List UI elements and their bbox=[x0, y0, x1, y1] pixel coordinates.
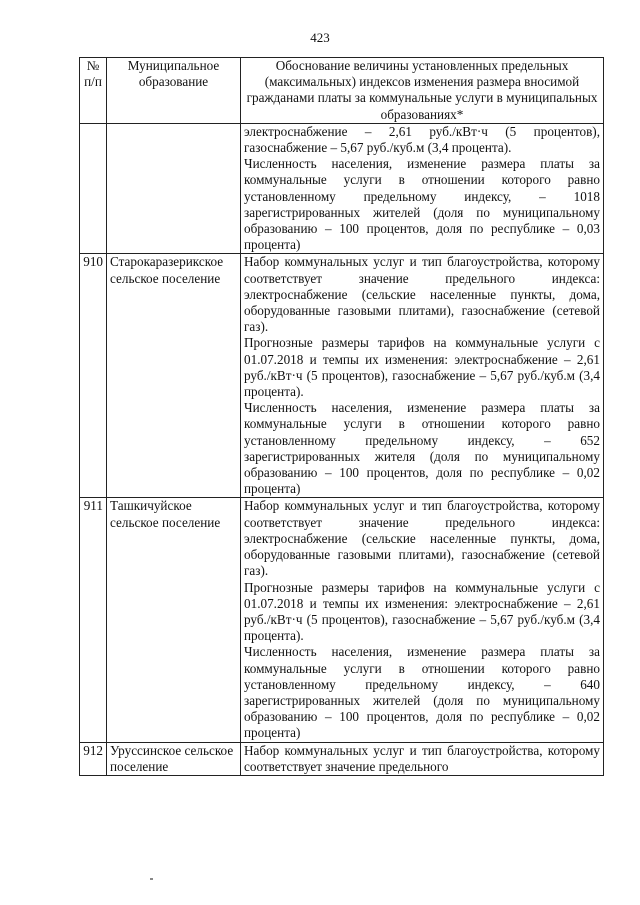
header-basis: Обоснование величины установленных предельных (максимальных) индексов изменения размера вносимой гражданами платы за коммунальные услуги в муниципальных образованиях* bbox=[241, 58, 604, 124]
header-num: № п/п bbox=[80, 58, 107, 124]
scan-mark bbox=[150, 878, 153, 880]
basis-paragraph: Набор коммунальных услуг и тип благоустройства, которому соответствует значение предельного индекса: электроснабжение (сельские населенные пункты, дома, оборудованные газовыми плитами), газоснабжение (сетевой газ). bbox=[244, 254, 600, 335]
municipality-name: Уруссинское сельское поселение bbox=[107, 742, 241, 775]
basis-paragraph: Набор коммунальных услуг и тип благоустройства, которому соответствует значение предельного bbox=[244, 742, 600, 774]
basis-paragraph: Прогнозные размеры тарифов на коммунальные услуги с 01.07.2018 и темпы их изменения: электроснабжение – 2,61 руб./кВт·ч (5 процентов), газоснабжение – 5,67 руб./куб.м (3,4 процента). bbox=[244, 579, 600, 644]
page-number: 423 bbox=[310, 30, 330, 45]
municipality-name: Ташкичуйское сельское поселение bbox=[107, 498, 241, 742]
basis-paragraph: Численность населения, изменение размера платы за коммунальные услуги в отношении которого равно установленному предельному индексу, – 652 зарегистрированных жителя (доля по муниципальному образованию – 100 процентов, доля по республике – 0,02 процента) bbox=[244, 400, 600, 497]
basis-paragraph: Численность населения, изменение размера платы за коммунальные услуги в отношении которого равно установленному предельному индексу, – 640 зарегистрированных жителей (доля по муниципальному образованию – 100 процентов, доля по республике – 0,02 процента) bbox=[244, 644, 600, 741]
municipality-name bbox=[107, 123, 241, 254]
tariff-table bbox=[79, 57, 604, 776]
table-row bbox=[80, 498, 604, 742]
basis-text bbox=[241, 123, 604, 254]
header-municipality: Муниципальное образование bbox=[107, 58, 241, 124]
basis-text bbox=[241, 254, 604, 498]
table-header-row bbox=[80, 58, 604, 124]
basis-paragraph: электроснабжение – 2,61 руб./кВт·ч (5 процентов), газоснабжение – 5,67 руб./куб.м (3,4 процента). bbox=[244, 123, 600, 156]
row-number: 912 bbox=[80, 742, 107, 775]
row-number: 910 bbox=[80, 254, 107, 498]
municipality-name: Старокаразерикское сельское поселение bbox=[107, 254, 241, 498]
basis-paragraph: Прогнозные размеры тарифов на коммунальные услуги с 01.07.2018 и темпы их изменения: электроснабжение – 2,61 руб./кВт·ч (5 процентов), газоснабжение – 5,67 руб./куб.м (3,4 процента). bbox=[244, 335, 600, 400]
basis-paragraph: Набор коммунальных услуг и тип благоустройства, которому соответствует значение предельного индекса: электроснабжение (сельские населенные пункты, дома, оборудованные газовыми плитами), газоснабжение (сетевой газ). bbox=[244, 498, 600, 579]
basis-text bbox=[241, 742, 604, 775]
table-row bbox=[80, 123, 604, 254]
row-number bbox=[80, 123, 107, 254]
basis-paragraph: Численность населения, изменение размера платы за коммунальные услуги в отношении которого равно установленному предельному индексу, – 1018 зарегистрированных жителей (доля по муниципальному образованию – 100 процентов, доля по республике – 0,03 процента) bbox=[244, 156, 600, 253]
table-row bbox=[80, 254, 604, 498]
row-number: 911 bbox=[80, 498, 107, 742]
basis-text bbox=[241, 498, 604, 742]
table-row bbox=[80, 742, 604, 775]
